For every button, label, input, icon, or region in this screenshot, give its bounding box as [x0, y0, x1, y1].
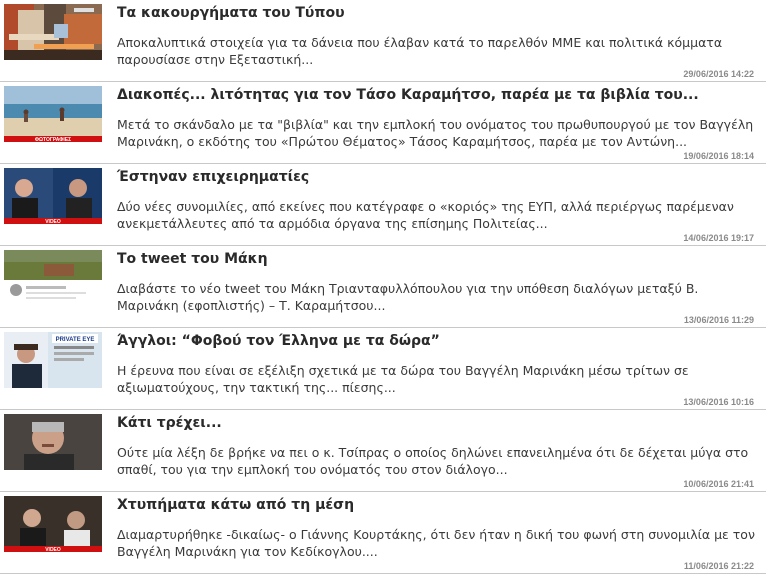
thumbnail-badge: ΦΩΤΟΓΡΑΦΙΕΣ — [34, 137, 72, 143]
list-item[interactable] — [0, 82, 770, 164]
article-title[interactable]: Διακοπές... λιτότητας για τον Τάσο Καραμήτσο, παρέα με τα βιβλία του... — [117, 87, 699, 103]
article-thumbnail[interactable] — [4, 86, 102, 142]
article-summary: Αποκαλυπτικά στοιχεία για τα δάνεια που έλαβαν κατά το παρελθόν ΜΜΕ και πολιτικά κόμματα παρουσίασε στην Εξεταστική... — [117, 35, 723, 67]
article-title[interactable]: Τα κακουργήματα του Τύπου — [117, 5, 345, 21]
article-date: 29/06/2016 14:22 — [683, 69, 754, 79]
article-title[interactable]: Το tweet του Μάκη — [117, 251, 268, 267]
list-item[interactable] — [0, 246, 770, 328]
list-item[interactable] — [0, 492, 770, 574]
article-summary: Ούτε μία λέξη δε βρήκε να πει ο κ. Τσίπρας ο οποίος δηλώνει επανειλημένα ότι δε δέχεται μύγα στο σπαθί, του για την εμπλοκή του ονόματός του στον διάλογο... — [117, 445, 749, 477]
magazine-cover-icon — [4, 332, 102, 388]
thumbnail-badge: VIDEO — [45, 219, 61, 225]
list-item[interactable] — [0, 164, 770, 246]
list-item[interactable] — [0, 328, 770, 410]
portraits-photo-icon — [4, 496, 102, 552]
article-thumbnail[interactable] — [4, 168, 102, 224]
article-date: 10/06/2016 21:41 — [683, 479, 754, 489]
portrait-photo-icon — [4, 414, 102, 470]
thumbnail-image-icon — [4, 4, 102, 60]
magazine-masthead: PRIVATE EYE — [55, 337, 95, 343]
article-title[interactable]: Χτυπήματα κάτω από τη μέση — [117, 497, 355, 513]
article-thumbnail[interactable] — [4, 332, 102, 388]
article-title[interactable]: Κάτι τρέχει... — [117, 415, 222, 431]
article-thumbnail[interactable] — [4, 496, 102, 552]
article-date: 19/06/2016 18:14 — [683, 151, 754, 161]
list-item[interactable] — [0, 0, 770, 82]
article-date: 13/06/2016 11:29 — [683, 315, 754, 325]
list-item[interactable] — [0, 410, 770, 492]
article-summary: Διαβάστε το νέο tweet του Μάκη Τριανταφυλλόπουλου για την υπόθεση διαλόγων μεταξύ Β. Μαρινάκη (εφοπλιστής) – Τ. Καραμήτσου... — [117, 281, 699, 313]
article-summary: Διαμαρτυρήθηκε -δικαίως- ο Γιάννης Κουρτάκης, ότι δεν ήταν η δική του φωνή στη συνομιλία με τον Βαγγέλη Μαρινάκη για τον Κεδίκογλου.... — [117, 527, 755, 559]
article-title[interactable]: Άγγλοι: “Φοβού τον Έλληνα με τα δώρα” — [117, 333, 440, 349]
article-date: 14/06/2016 19:17 — [683, 233, 754, 243]
article-summary: Μετά το σκάνδαλο με τα "βιβλία" και την εμπλοκή του ονόματος του πρωθυπουργού με τον Βαγγέλη Μαρινάκη, ο εκδότης του «Πρώτου Θέματος» Τάσος Καραμήτσος, παρέα με τον Αντώνη... — [117, 117, 754, 149]
article-thumbnail[interactable] — [4, 414, 102, 470]
article-date: 13/06/2016 10:16 — [683, 397, 754, 407]
tweet-screenshot-icon — [4, 250, 102, 306]
beach-photo-icon — [4, 86, 102, 142]
portraits-photo-icon — [4, 168, 102, 224]
article-summary: Δύο νέες συνομιλίες, από εκείνες που κατέγραφε ο «κοριός» της ΕΥΠ, αλλά περιέργως παρέμεναν ανεκμετάλλευτες από τα αρμόδια όργανα της επίσημης Πολιτείας... — [117, 199, 734, 231]
article-title[interactable]: Έστηναν επιχειρηματίες — [117, 169, 310, 185]
article-thumbnail[interactable] — [4, 250, 102, 306]
article-date: 11/06/2016 21:22 — [683, 561, 754, 571]
article-summary: Η έρευνα που είναι σε εξέλιξη σχετικά με τα δώρα του Βαγγέλη Μαρινάκη μέσω τρίτων σε αξιωματούχους, την τακτική της... πίεσης... — [117, 363, 689, 395]
thumbnail-badge: VIDEO — [45, 547, 61, 553]
article-thumbnail[interactable] — [4, 4, 102, 60]
